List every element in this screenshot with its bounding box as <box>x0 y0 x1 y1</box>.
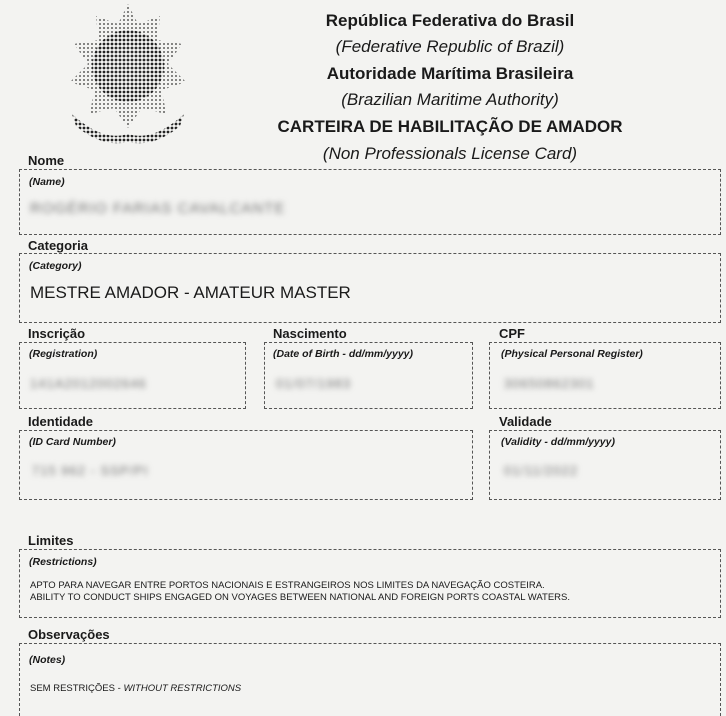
registration-label: Inscrição <box>28 326 86 341</box>
restrictions-line-pt: APTO PARA NAVEGAR ENTRE PORTOS NACIONAIS E ESTRANGEIROS NOS LIMITES DA NAVEGAÇÃO COSTEIRA. <box>30 580 545 591</box>
coat-of-arms-icon <box>62 2 194 147</box>
id-card-value: 715 962 - SSP/PI <box>32 463 149 478</box>
cpf-label: CPF <box>499 326 525 341</box>
notes-label: Observações <box>28 627 110 642</box>
authority-title: Autoridade Marítima Brasileira <box>326 64 574 83</box>
name-sublabel: (Name) <box>29 176 65 188</box>
birth-sublabel: (Date of Birth - dd/mm/yyyy) <box>273 348 414 360</box>
id-card-sublabel: (ID Card Number) <box>29 436 116 448</box>
registration-sublabel: (Registration) <box>29 348 98 360</box>
notes-value-en: WITHOUT RESTRICTIONS <box>123 683 242 694</box>
category-sublabel: (Category) <box>29 260 82 272</box>
birth-label: Nascimento <box>273 326 347 341</box>
category-label: Categoria <box>28 238 88 253</box>
restrictions-label: Limites <box>28 533 74 548</box>
notes-box <box>19 643 721 716</box>
name-label: Nome <box>28 153 65 168</box>
authority-title-en: (Brazilian Maritime Authority) <box>341 90 559 109</box>
id-card-label: Identidade <box>28 414 94 429</box>
country-title: República Federativa do Brasil <box>325 11 575 30</box>
registration-value: 141A2012002646 <box>30 376 147 391</box>
validity-sublabel: (Validity - dd/mm/yyyy) <box>501 436 615 448</box>
cpf-value: 30650862301 <box>504 376 595 391</box>
category-value: MESTRE AMADOR - AMATEUR MASTER <box>30 283 351 302</box>
notes-value-pt: SEM RESTRIÇÕES - <box>30 683 124 694</box>
card-title-en: (Non Professionals License Card) <box>322 144 578 163</box>
notes-value <box>30 683 241 695</box>
name-value: ROGÉRIO FARIAS CAVALCANTE <box>30 200 286 217</box>
restrictions-line-en: ABILITY TO CONDUCT SHIPS ENGAGED ON VOYAGES BETWEEN NATIONAL AND FOREIGN PORTS COASTAL WATERS. <box>30 592 571 603</box>
card-title: CARTEIRA DE HABILITAÇÃO DE AMADOR <box>277 117 623 136</box>
validity-label: Validade <box>499 414 552 429</box>
validity-value: 01/11/2022 <box>504 463 579 478</box>
restrictions-sublabel: (Restrictions) <box>29 556 97 568</box>
birth-value: 01/07/1983 <box>276 376 352 391</box>
cpf-sublabel: (Physical Personal Register) <box>501 348 643 360</box>
country-title-en: (Federative Republic of Brazil) <box>335 37 565 56</box>
notes-sublabel: (Notes) <box>29 654 66 666</box>
